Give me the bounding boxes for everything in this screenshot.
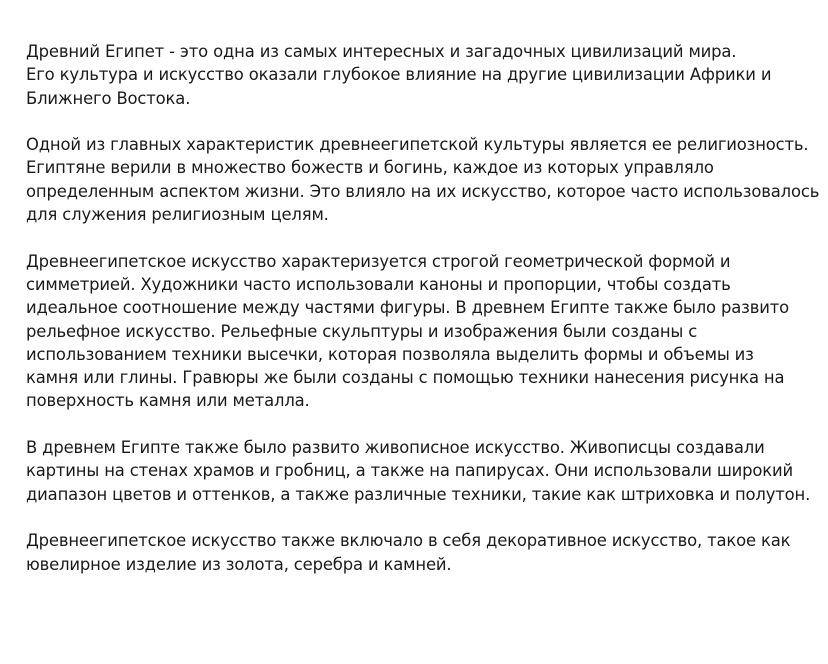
text-line: Древний Египет - это одна из самых интересных и загадочных цивилизаций мира. (26, 42, 737, 61)
text-line: Египтяне верили в множество божеств и богинь, каждое из которых управляло (26, 158, 714, 178)
paragraph-intro (26, 40, 826, 110)
text-line: диапазон цветов и оттенков, а также различные техники, такие как штриховка и полутон. (26, 484, 811, 504)
text-line: картины на стенах храмов и гробниц, а также на папирусах. Они использовали широкий (26, 461, 794, 481)
text-line: использованием техники высечки, которая позволяла выделить формы и объемы из (26, 344, 754, 364)
paragraph-religion (26, 133, 826, 226)
text-line: определенным аспектом жизни. Это влияло на их искусство, которое часто использовалось (26, 181, 820, 201)
text-line: Древнеегипетское искусство также включало в себя декоративное искусство, такое как (26, 531, 791, 551)
text-line: Одной из главных характеристик древнеегипетской культуры является ее религиозность. (26, 135, 809, 155)
text-line: камня или глины. Гравюры же были созданы с помощью техники нанесения рисунка на (26, 368, 785, 388)
paragraph-geometry (26, 250, 826, 413)
paragraph-decorative (26, 529, 826, 576)
text-line: ювелирное изделие из золота, серебра и камней. (26, 554, 452, 574)
text-line: рельефное искусство. Рельефные скульптуры и изображения были созданы с (26, 321, 698, 341)
text-line: для служения религиозным целям. (26, 205, 329, 225)
paragraph-painting (26, 436, 826, 506)
document-body (26, 40, 826, 599)
text-line: идеальное соотношение между частями фигуры. В древнем Египте также было развито (26, 298, 789, 318)
text-line: Ближнего Востока. (26, 88, 191, 108)
text-line: Древнеегипетское искусство характеризуется строгой геометрической формой и (26, 251, 731, 271)
text-line: симметрией. Художники часто использовали каноны и пропорции, чтобы создать (26, 274, 731, 294)
text-line: поверхность камня или металла. (26, 391, 310, 411)
text-line: Его культура и искусство оказали глубокое влияние на другие цивилизации Африки и (26, 65, 772, 85)
text-line: В древнем Египте также было развито живописное искусство. Живописцы создавали (26, 438, 765, 458)
